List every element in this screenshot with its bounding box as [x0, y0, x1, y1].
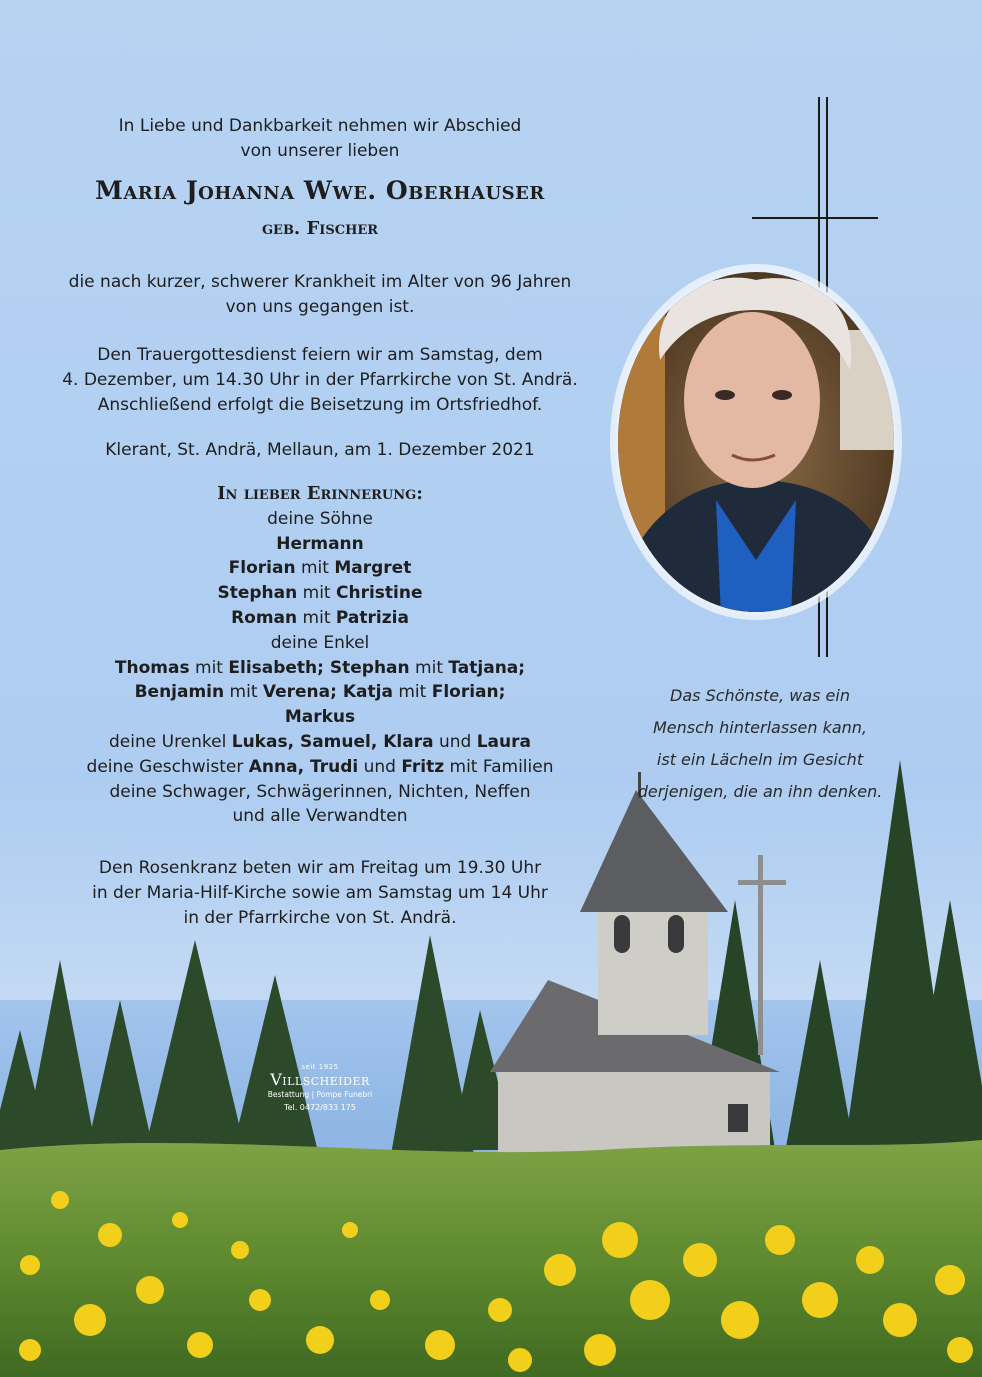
son-line: Hermann — [276, 533, 364, 554]
intro-text — [40, 114, 600, 164]
logo-tagline: Bestattung | Pompe Funebri — [267, 1090, 373, 1099]
rosary-line: Den Rosenkranz beten wir am Freitag um 19.30 Uhr — [98, 858, 542, 878]
place-date — [40, 438, 600, 463]
memory-section — [20, 482, 620, 829]
funeral-home-logo — [235, 1063, 405, 1115]
quote-line: Mensch hinterlassen kann, — [653, 718, 867, 737]
passing-line: von uns gegangen ist. — [225, 296, 415, 317]
service-text — [20, 343, 620, 417]
grandchildren-line: Markus — [284, 707, 356, 728]
rosary-text — [20, 856, 620, 930]
rosary-line: in der Maria-Hilf-Kirche sowie am Samstag um 14 Uhr — [92, 882, 548, 903]
place-date-line: Klerant, St. Andrä, Mellaun, am 1. Dezember 2021 — [105, 440, 535, 460]
great-grandchildren-line: deine Urenkel Lukas, Samuel, Klara und Laura — [109, 731, 531, 752]
intro-line: von unserer lieben — [240, 140, 400, 161]
sons-label: deine Söhne — [267, 508, 373, 529]
grandchildren-label: deine Enkel — [270, 632, 370, 653]
memory-title: In lieber Erinnerung: — [217, 483, 423, 504]
birth-name: geb. Fischer — [261, 218, 379, 239]
deceased-name: Maria Johanna Wwe. Oberhauser — [95, 176, 545, 205]
service-line: 4. Dezember, um 14.30 Uhr in der Pfarrkirche von St. Andrä. — [62, 369, 578, 390]
intro-line: In Liebe und Dankbarkeit nehmen wir Abschied — [118, 116, 522, 136]
siblings-line: deine Geschwister Anna, Trudi und Fritz mit Familien — [86, 756, 554, 777]
son-line: Florian mit Margret — [228, 558, 412, 579]
son-line: Stephan mit Christine — [217, 583, 423, 604]
passing-line: die nach kurzer, schwerer Krankheit im Alter von 96 Jahren — [68, 272, 572, 292]
logo-since: seit 1925 — [301, 1063, 339, 1071]
memorial-quote — [610, 680, 910, 808]
service-line: Anschließend erfolgt die Beisetzung im Ortsfriedhof. — [97, 394, 543, 415]
quote-line: derjenigen, die an ihn denken. — [637, 782, 883, 801]
rosary-line: in der Pfarrkirche von St. Andrä. — [183, 907, 457, 928]
son-line: Roman mit Patrizia — [231, 607, 409, 628]
in-laws-line: deine Schwager, Schwägerinnen, Nichten, Neffen — [109, 781, 531, 802]
quote-line: Das Schönste, was ein — [670, 686, 850, 705]
grandchildren-line: Benjamin mit Verena; Katja mit Florian; — [134, 682, 506, 703]
all-relatives-line: und alle Verwandten — [232, 806, 408, 827]
passing-text — [40, 270, 600, 320]
grandchildren-line: Thomas mit Elisabeth; Stephan mit Tatjana; — [114, 657, 526, 678]
service-line: Den Trauergottesdienst feiern wir am Samstag, dem — [97, 345, 543, 365]
logo-brand: Villscheider — [270, 1070, 370, 1089]
logo-phone: Tel. 0472/833 175 — [284, 1103, 356, 1112]
quote-line: ist ein Lächeln im Gesicht — [656, 750, 864, 769]
